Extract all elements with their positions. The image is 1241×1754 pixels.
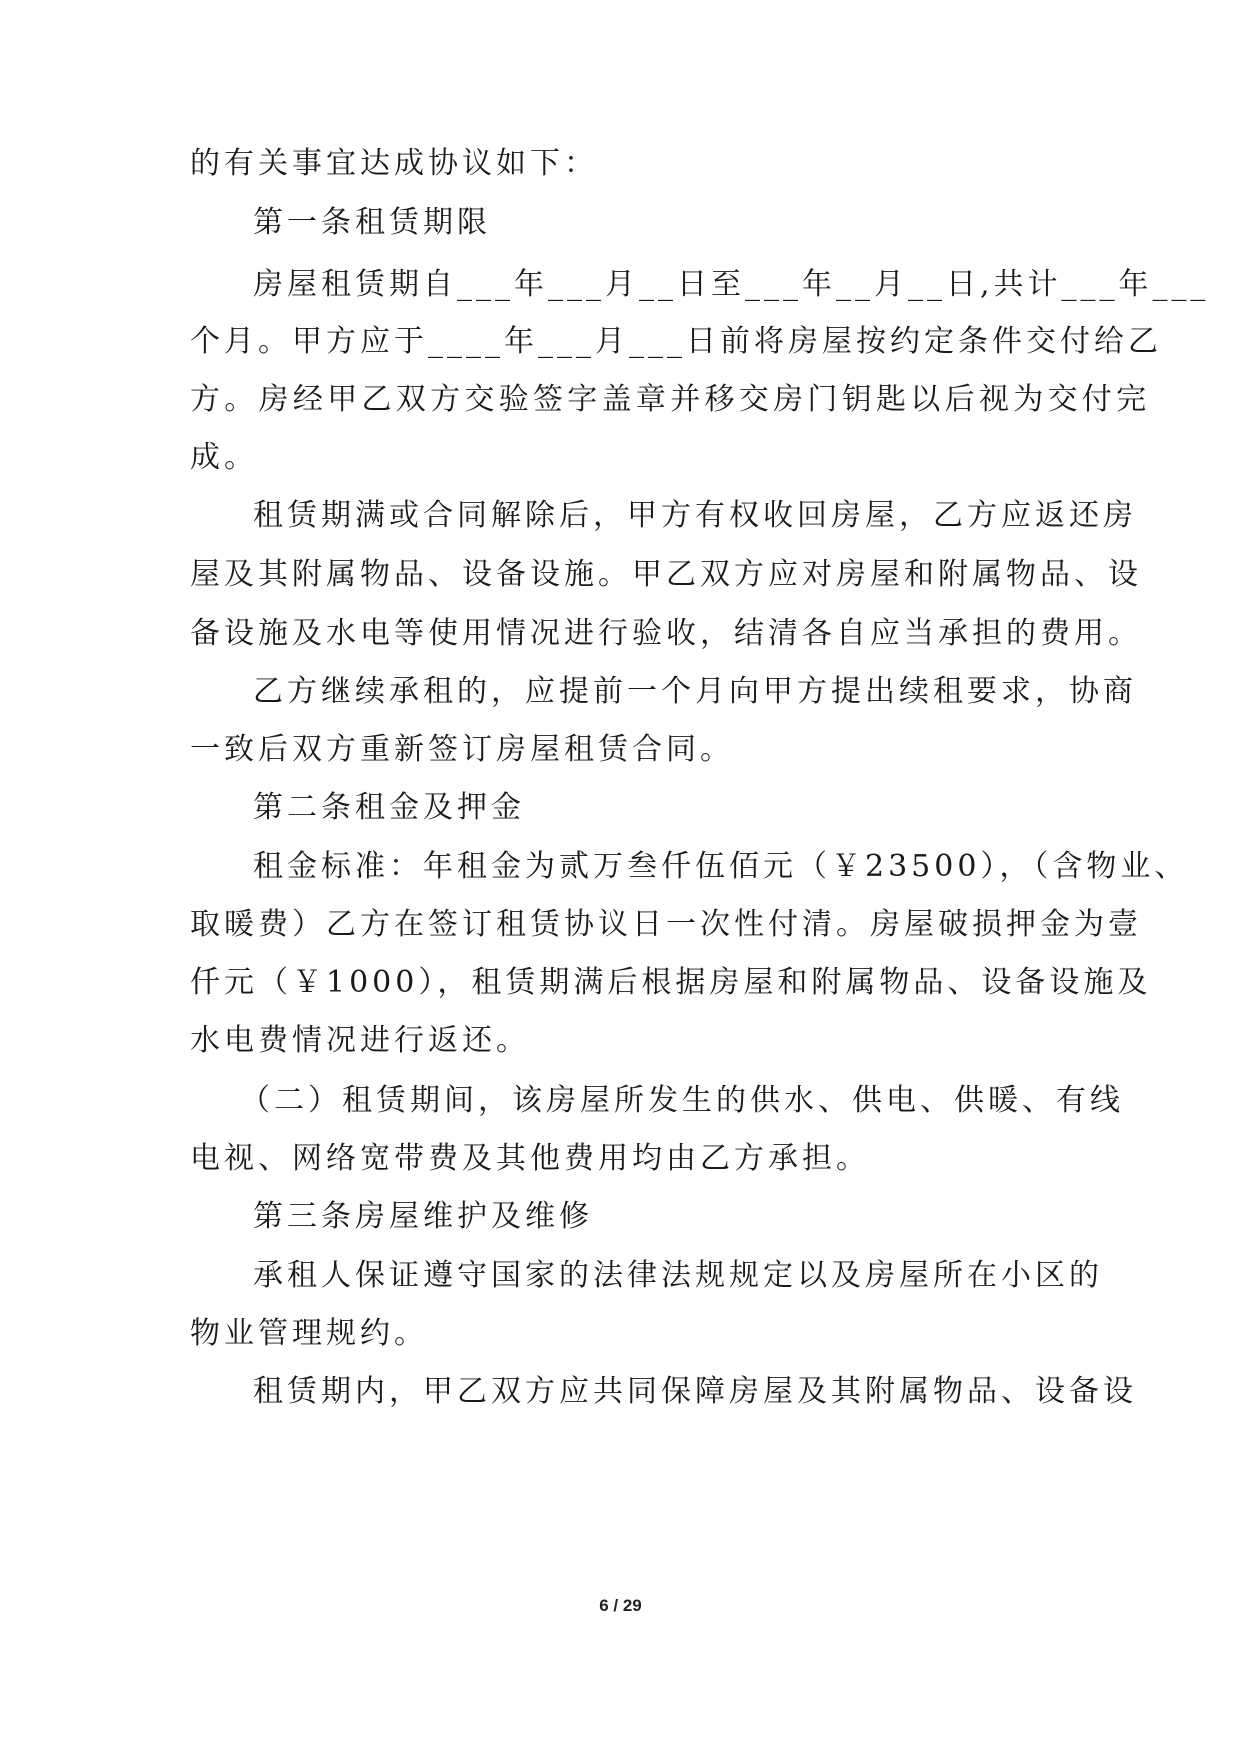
section-heading: 第二条租金及押金	[253, 790, 525, 825]
paragraph-line: 屋及其附属物品、设备设施。甲乙双方应对房屋和附属物品、设	[190, 557, 1142, 592]
page-number: 6 / 29	[599, 1596, 642, 1615]
section-heading: 第一条租赁期限	[253, 205, 491, 240]
paragraph-line: 成。	[190, 440, 258, 475]
paragraph-line: 租赁期内，甲乙双方应共同保障房屋及其附属物品、设备设	[253, 1374, 1137, 1409]
paragraph-line: 个月。甲方应于____年___月___日前将房屋按约定条件交付给乙	[190, 324, 1162, 359]
paragraph-line: 电视、网络宽带费及其他费用均由乙方承担。	[190, 1141, 870, 1176]
paragraph-line: 承租人保证遵守国家的法律法规规定以及房屋所在小区的	[253, 1258, 1103, 1293]
paragraph-line: 方。房经甲乙双方交验签字盖章并移交房门钥匙以后视为交付完	[190, 382, 1151, 417]
paragraph-line: （二）租赁期间，该房屋所发生的供水、供电、供暖、有线	[240, 1083, 1124, 1118]
paragraph-line: 乙方继续承租的，应提前一个月向甲方提出续租要求，协商	[253, 674, 1137, 709]
paragraph-line: 一致后双方重新签订房屋租赁合同。	[190, 732, 734, 767]
paragraph-line: 租金标准：年租金为贰万叁仟伍佰元（￥23500），（含物业、	[253, 849, 1189, 884]
paragraph-line: 物业管理规约。	[190, 1316, 428, 1351]
paragraph-line: 水电费情况进行返还。	[190, 1023, 530, 1058]
paragraph-line: 备设施及水电等使用情况进行验收，结清各自应当承担的费用。	[190, 616, 1142, 651]
paragraph-line: 房屋租赁期自___年___月__日至___年__月__日,共计___年___	[253, 267, 1210, 302]
paragraph-line: 租赁期满或合同解除后，甲方有权收回房屋，乙方应返还房	[253, 498, 1137, 533]
paragraph-line: 取暖费）乙方在签订租赁协议日一次性付清。房屋破损押金为壹	[190, 907, 1142, 942]
paragraph-line: 的有关事宜达成协议如下：	[190, 146, 598, 181]
section-heading: 第三条房屋维护及维修	[253, 1199, 593, 1234]
paragraph-line: 仟元（￥1000），租赁期满后根据房屋和附属物品、设备设施及	[190, 965, 1152, 1000]
